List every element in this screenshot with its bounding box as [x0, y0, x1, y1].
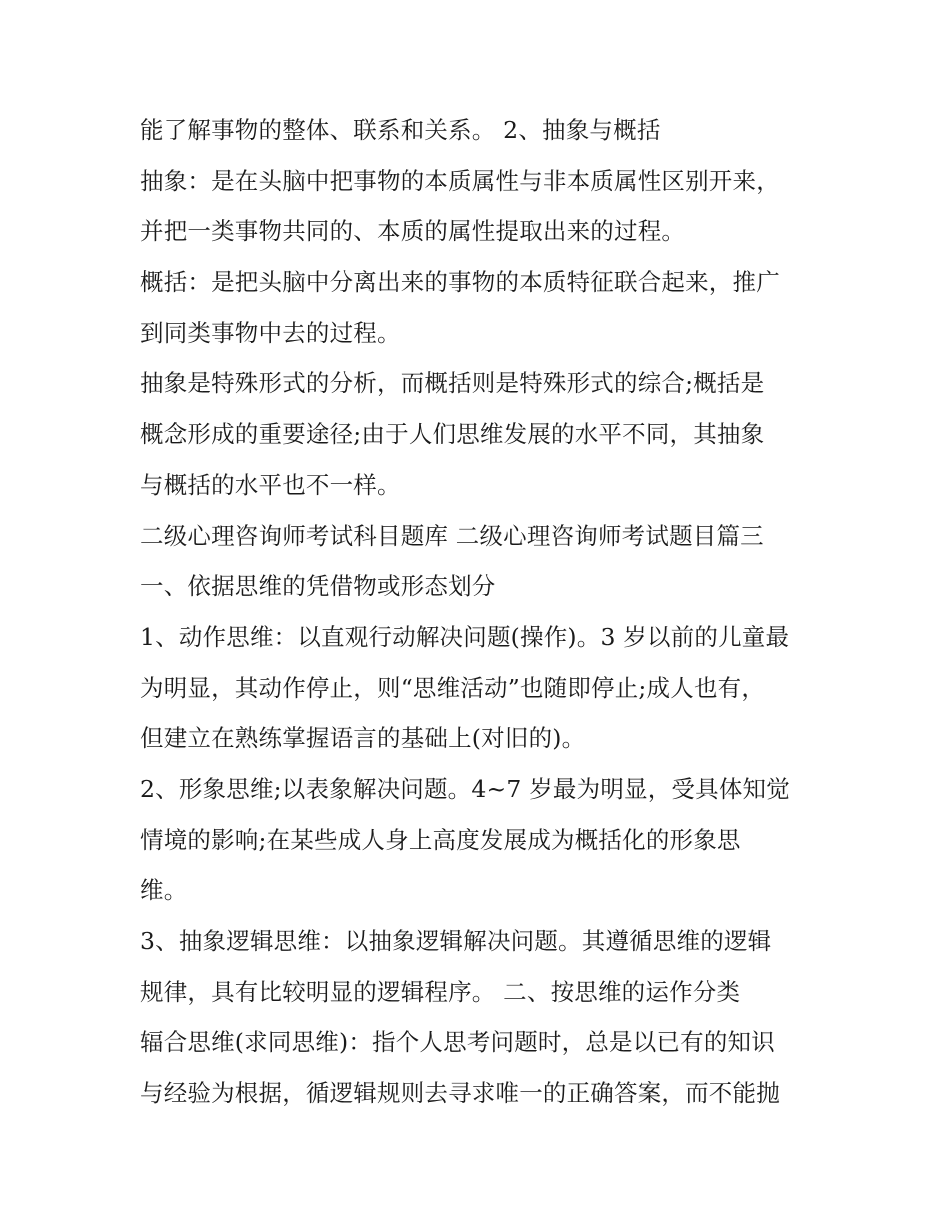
text-line: 与概括的水平也不一样。 [140, 470, 401, 499]
body-text [140, 112, 830, 1126]
text-line: 2、形象思维;以表象解决问题。4~7 岁最为明显，受具体知觉 [140, 774, 790, 803]
subsection-heading: 一、依据思维的凭借物或形态划分 [140, 572, 496, 601]
text-line: 与经验为根据，循逻辑规则去寻求唯一的正确答案，而不能抛 [140, 1079, 780, 1108]
text-line: 并把一类事物共同的、本质的属性提取出来的过程。 [140, 217, 686, 246]
text-line: 但建立在熟练掌握语言的基础上(对旧的)。 [140, 724, 586, 753]
text-line: 为明显，其动作停止，则“思维活动”也随即停止;成人也有， [140, 673, 766, 702]
text-line: 1、动作思维：以直观行动解决问题(操作)。3 岁以前的儿童最 [140, 622, 790, 651]
text-line: 概括：是把头脑中分离出来的事物的本质特征联合起来，推广 [140, 268, 780, 297]
text-line: 抽象是特殊形式的分析，而概括则是特殊形式的综合;概括是 [140, 369, 765, 398]
text-line: 情境的影响;在某些成人身上高度发展成为概括化的形象思 [140, 825, 741, 854]
text-line: 3、抽象逻辑思维：以抽象逻辑解决问题。其遵循思维的逻辑 [140, 927, 772, 955]
section-heading: 二级心理咨询师考试科目题库 二级心理咨询师考试题目篇三 [140, 521, 764, 550]
text-line: 到同类事物中去的过程。 [140, 318, 401, 347]
text-line: 能了解事物的整体、联系和关系。 2、抽象与概括 [140, 116, 661, 144]
text-line: 维。 [140, 876, 188, 905]
text-line: 概念形成的重要途径;由于人们思维发展的水平不同，其抽象 [140, 420, 765, 449]
text-line: 辐合思维(求同思维)：指个人思考问题时，总是以已有的知识 [140, 1028, 775, 1057]
text-line: 抽象：是在头脑中把事物的本质属性与非本质属性区别开来， [140, 166, 780, 195]
text-line: 规律，具有比较明显的逻辑程序。 二、按思维的运作分类 [140, 977, 741, 1006]
